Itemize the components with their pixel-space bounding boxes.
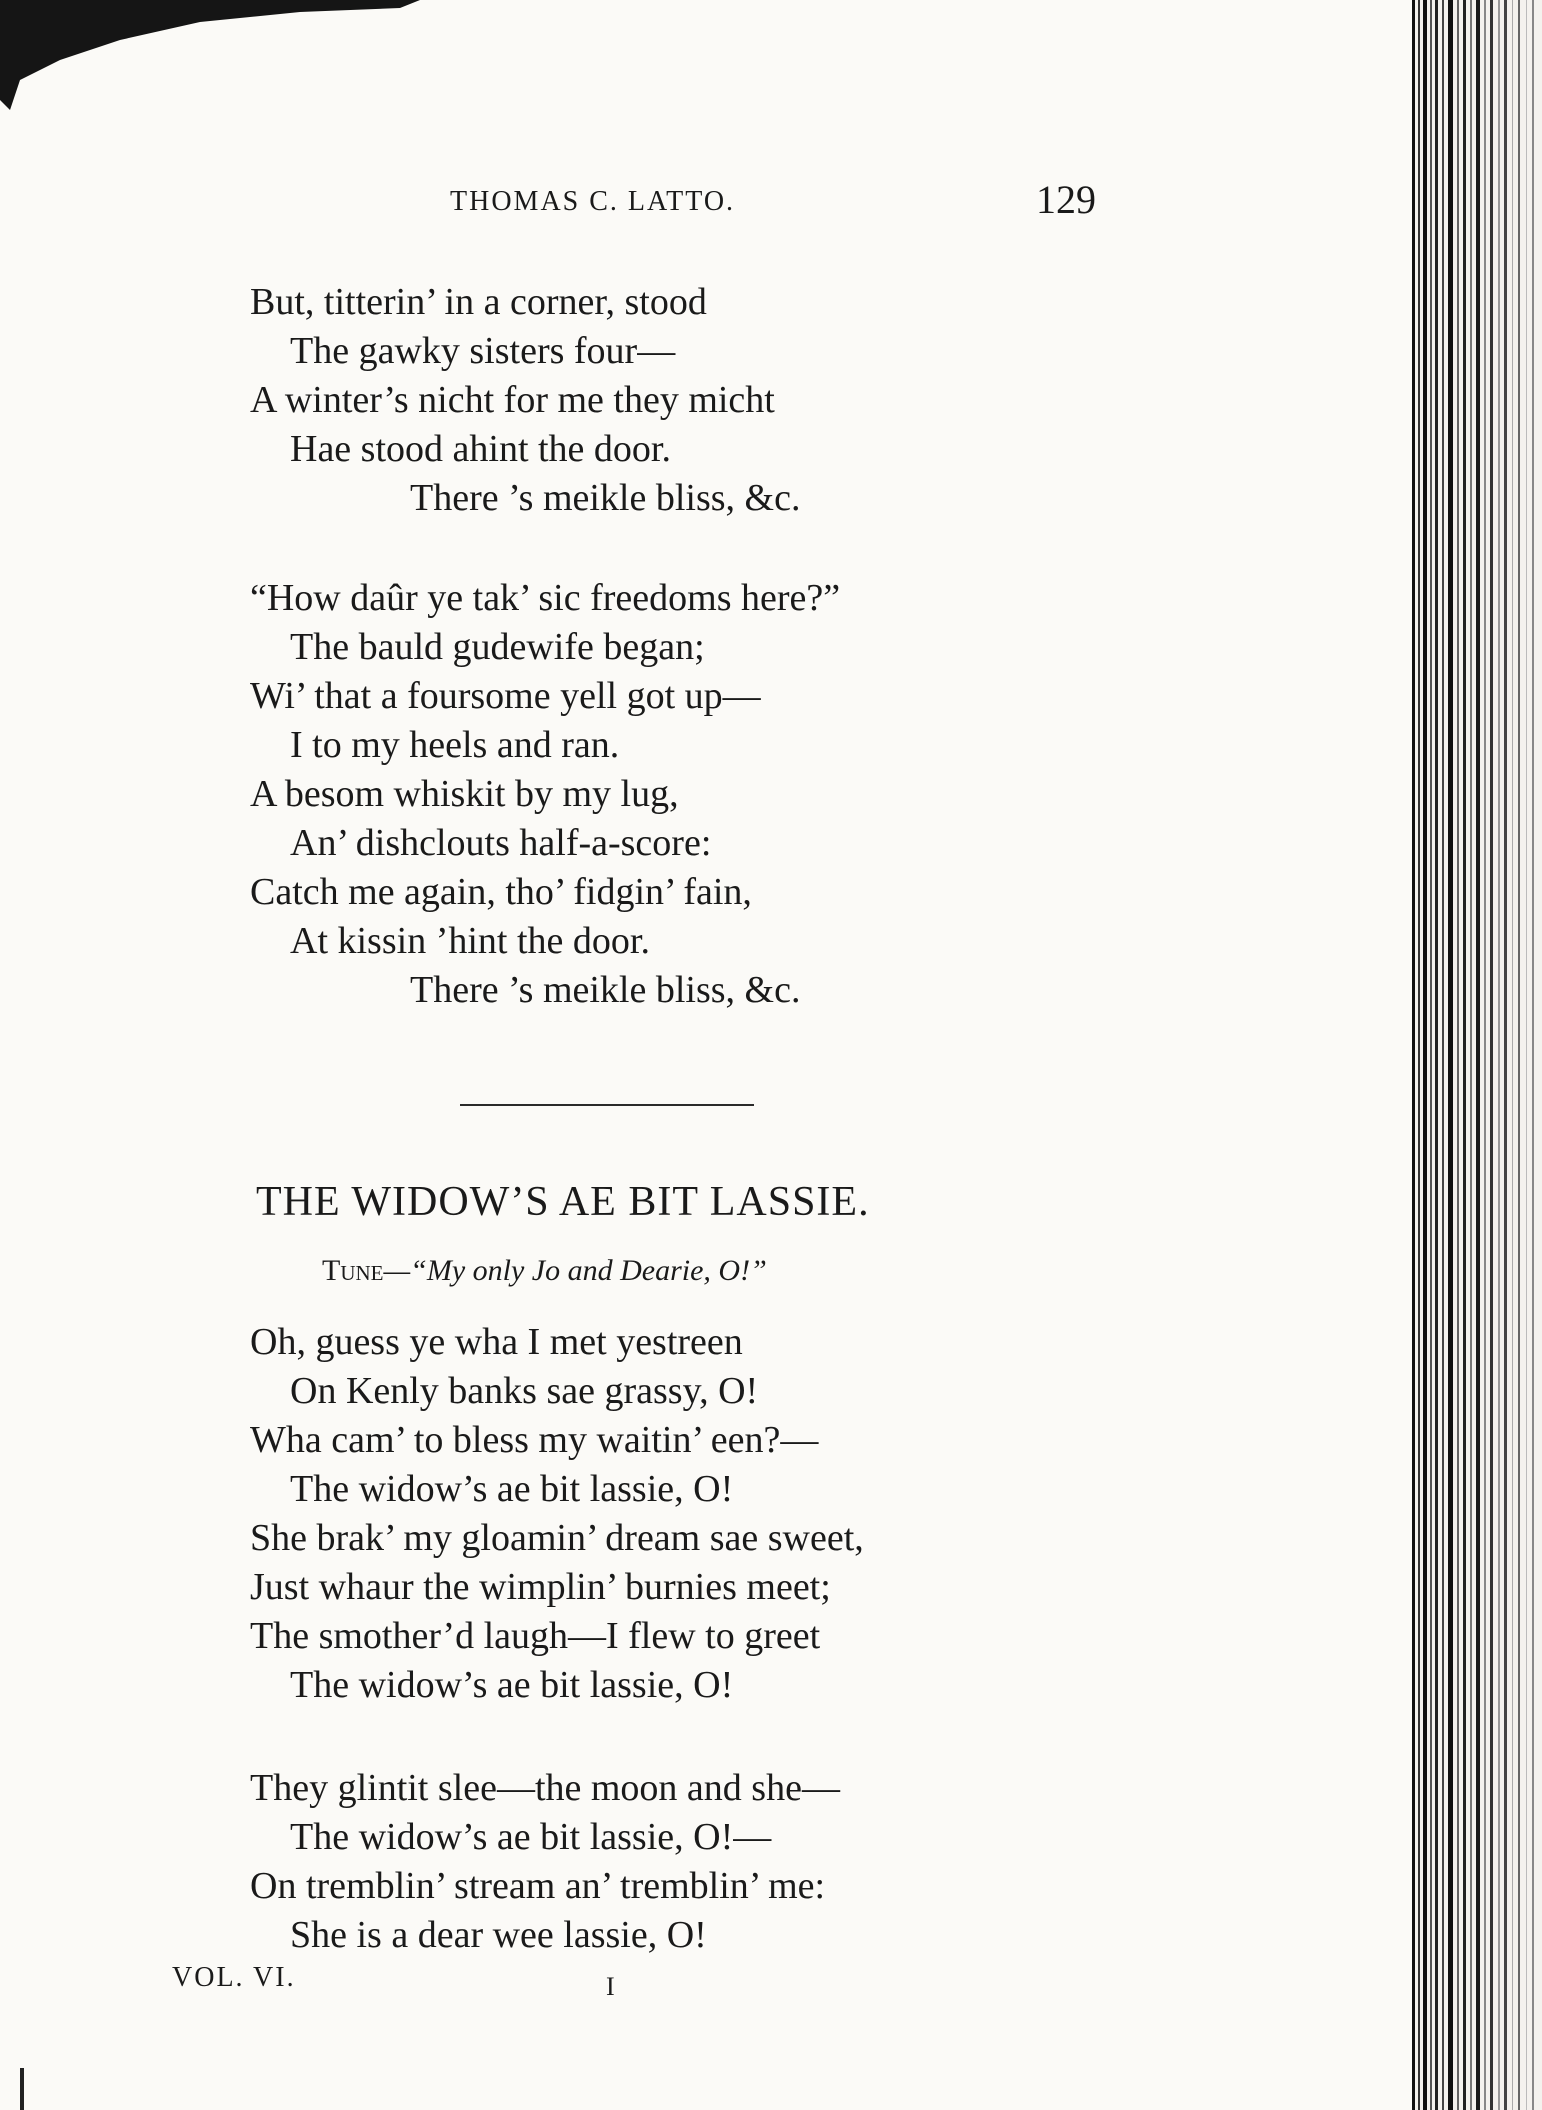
verse-line: She brak’ my gloamin’ dream sae sweet, bbox=[250, 1517, 864, 1559]
volume-label: VOL. VI. bbox=[172, 1962, 296, 1993]
scan-shadow bbox=[0, 0, 420, 110]
verse-line: The gawky sisters four— bbox=[290, 330, 676, 372]
verse-line: The widow’s ae bit lassie, O! bbox=[290, 1468, 734, 1510]
verse-line: A besom whiskit by my lug, bbox=[250, 773, 679, 815]
verse-line: At kissin ’hint the door. bbox=[290, 920, 650, 962]
verse-line: An’ dishclouts half-a-score: bbox=[290, 822, 712, 864]
verse-line: I to my heels and ran. bbox=[290, 724, 620, 766]
verse-line: A winter’s nicht for me they micht bbox=[250, 379, 775, 421]
verse-line: They glintit slee—the moon and she— bbox=[250, 1767, 840, 1809]
verse-line: The widow’s ae bit lassie, O!— bbox=[290, 1816, 772, 1858]
tune-label: Tune bbox=[322, 1254, 384, 1287]
stanza-1 bbox=[250, 278, 1050, 523]
page-number: 129 bbox=[1036, 177, 1096, 222]
verse-line: Wha cam’ to bless my waitin’ een?— bbox=[250, 1419, 819, 1461]
verse-line: But, titterin’ in a corner, stood bbox=[250, 281, 707, 323]
running-head: THOMAS C. LATTO. bbox=[450, 186, 736, 217]
verse-line: Just whaur the wimplin’ burnies meet; bbox=[250, 1566, 831, 1608]
verse-line: The smother’d laugh—I flew to greet bbox=[250, 1615, 821, 1657]
verse-line: The widow’s ae bit lassie, O! bbox=[290, 1664, 734, 1706]
stanza-3 bbox=[250, 1318, 1050, 1710]
book-edge-stripes bbox=[1412, 0, 1542, 2110]
verse-line: There ’s meikle bliss, &c. bbox=[410, 969, 801, 1011]
stanza-4 bbox=[250, 1764, 1050, 1960]
stanza-2 bbox=[250, 574, 1050, 1015]
verse-line: Hae stood ahint the door. bbox=[290, 428, 671, 470]
song-title: THE WIDOW’S AE BIT LASSIE. bbox=[256, 1179, 870, 1225]
verse-line: On tremblin’ stream an’ tremblin’ me: bbox=[250, 1865, 826, 1907]
verse-line: She is a dear wee lassie, O! bbox=[290, 1914, 707, 1956]
verse-line: Wi’ that a foursome yell got up— bbox=[250, 675, 761, 717]
signature-mark: I bbox=[606, 1972, 615, 2001]
verse-line: There ’s meikle bliss, &c. bbox=[410, 477, 801, 519]
tune-name: —“My only Jo and Dearie, O!” bbox=[383, 1254, 767, 1287]
verse-line: Catch me again, tho’ fidgin’ fain, bbox=[250, 871, 752, 913]
verse-line: Oh, guess ye wha I met yestreen bbox=[250, 1321, 743, 1363]
section-divider bbox=[460, 1104, 754, 1106]
verse-line: “How daûr ye tak’ sic freedoms here?” bbox=[250, 577, 841, 619]
verse-line: On Kenly banks sae grassy, O! bbox=[290, 1370, 759, 1412]
tune-line bbox=[322, 1254, 767, 1288]
scan-mark bbox=[20, 2068, 24, 2110]
verse-line: The bauld gudewife began; bbox=[290, 626, 705, 668]
